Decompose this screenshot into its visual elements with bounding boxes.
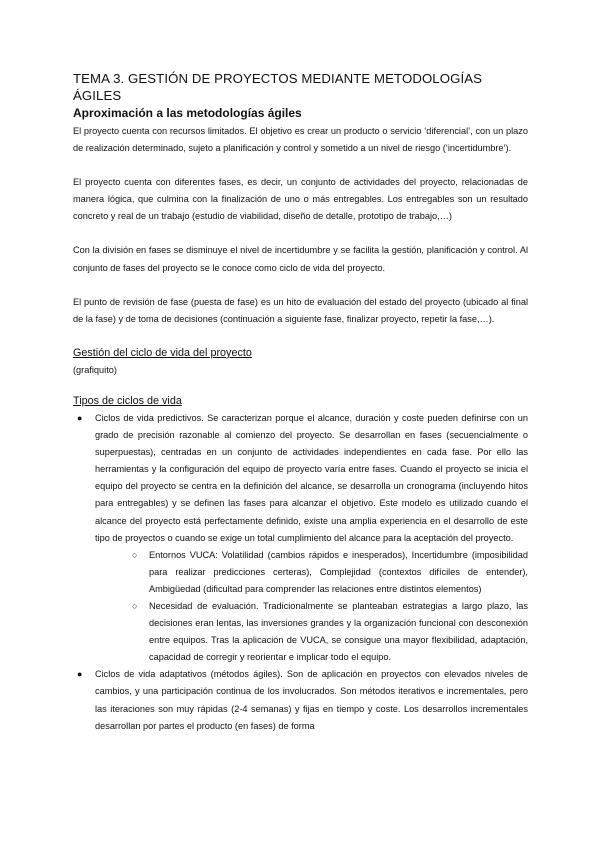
lifecycle-list xyxy=(73,410,528,735)
bullet-icon: ● xyxy=(77,412,83,423)
sub-list-item-text: Entornos VUCA: Volatilidad (cambios rápidos e inesperados), Incertidumbre (imposibilidad para realizar predicciones certeras), Complejidad (contextos difíciles de entender), Ambigüedad (dificultad para comprender las relaciones entre distintos elementos) xyxy=(149,549,528,594)
paragraph: El proyecto cuenta con recursos limitados. El objetivo es crear un producto o servicio ‘diferencial’, con un plazo de realización determinado, sujeto a planificación y control y sometido a un nivel de riesgo (‘incertidumbre’). xyxy=(73,126,528,154)
paragraph: El punto de revisión de fase (puesta de fase) es un hito de evaluación del estado del proyecto (ubicado al final de la fase) y de toma de decisiones (continuación a siguiente fase, finalizar proyecto, repetir la fase,…). xyxy=(73,296,528,324)
spacer xyxy=(73,157,528,174)
sub-list xyxy=(95,547,528,667)
document-title: TEMA 3. GESTIÓN DE PROYECTOS MEDIANTE METODOLOGÍAS ÁGILES xyxy=(73,71,483,103)
spacer xyxy=(73,379,528,393)
document-page xyxy=(73,70,528,735)
spacer xyxy=(73,277,528,294)
section-heading-gestion: Gestión del ciclo de vida del proyecto xyxy=(73,346,252,359)
list-item-text: Ciclos de vida adaptativos (métodos ágiles). Son de aplicación en proyectos con elevados niveles de cambios, y una participación continua de los involucrados. Son métodos iterativos e incrementales, pero las iteraciones son muy rápidas (2-4 semanas) y fijas en tiempo y coste. Los desarrollos incrementales desarrollan por partes el producto (en fases) de forma xyxy=(95,669,528,731)
spacer xyxy=(73,328,528,345)
bullet-icon: ● xyxy=(77,669,83,680)
section-subtitle: Aproximación a las metodologías ágiles xyxy=(73,106,302,120)
paragraph: El proyecto cuenta con diferentes fases, es decir, un conjunto de actividades del proyecto, relacionadas de manera lógica, que culmina con la finalización de uno o más entregables. Los entregables son un resultado concreto y real de un trabajo (estudio de viabilidad, diseño de detalle, prototipo de trabajo,…) xyxy=(73,177,528,222)
section-heading-tipos: Tipos de ciclos de vida xyxy=(73,394,182,407)
sub-list-item xyxy=(130,598,528,666)
circle-bullet-icon: ○ xyxy=(132,600,138,611)
paragraph: Con la división en fases se disminuye el nivel de incertidumbre y se facilita la gestión, planificación y control. Al conjunto de fases del proyecto se le conoce como ciclo de vida del proyecto. xyxy=(73,245,528,273)
list-item xyxy=(73,666,528,734)
circle-bullet-icon: ○ xyxy=(132,549,138,560)
sub-list-item xyxy=(130,547,528,598)
section-note: (grafiquito) xyxy=(73,364,117,375)
list-item xyxy=(73,410,528,666)
spacer xyxy=(73,225,528,242)
sub-list-item-text: Necesidad de evaluación. Tradicionalmente se planteaban estrategias a largo plazo, las decisiones eran lentas, las inversiones grandes y la organización funcional con desconexión entre equipos. Tras la aplicación de VUCA, se consigue una mayor flexibilidad, adaptación, capacidad de corregir y reorientar e implicar todo el equipo. xyxy=(149,600,528,663)
list-item-text: Ciclos de vida predictivos. Se caracterizan porque el alcance, duración y coste pueden definirse con un grado de precisión razonable al comienzo del proyecto. Se desarrollan en fases (secuencialmente o superpuestas), centradas en un conjunto de actividades independientes en cada fase. Por ello las herramientas y la configuración del equipo de proyecto varía entre fases. Cuando el proyecto se inicia el equipo del proyecto se centra en la definición del alcance, se desarrolla un cronograma (incluyendo hitos para entregables) y se definen las fases para alcanzar el objetivo. Este modelo es utilizado cuando el alcance del proyecto está perfectamente definido, existe una amplia experiencia en el desarrollo de este tipo de proyectos o cuando se exige un total cumplimiento del alcance para la aceptación del proyecto. xyxy=(95,412,528,543)
